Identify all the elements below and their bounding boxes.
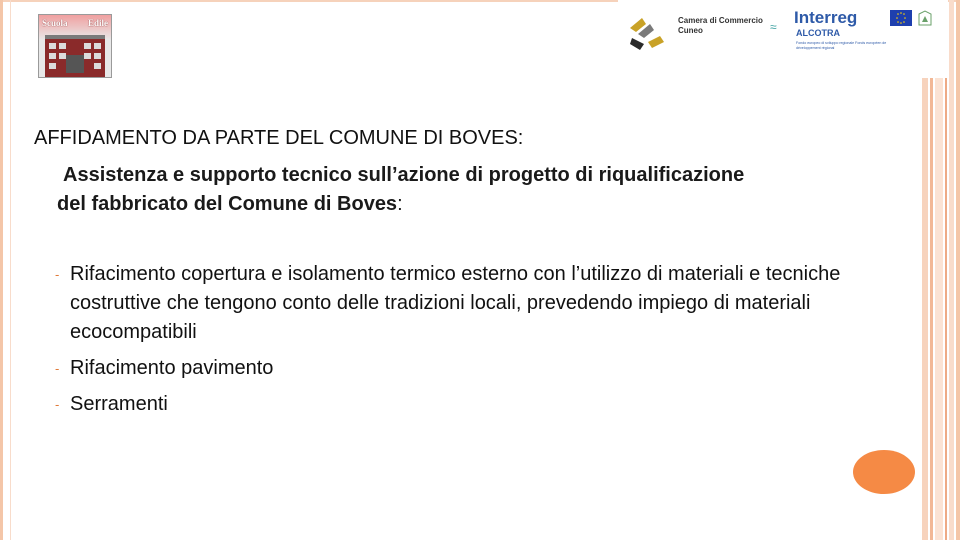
camera-commercio-mark-icon bbox=[628, 14, 670, 52]
slide-frame-left bbox=[0, 0, 3, 540]
interreg-program: ALCOTRA bbox=[796, 28, 840, 38]
list-item bbox=[55, 390, 895, 419]
bullet-text: Rifacimento copertura e isolamento termico esterno con l’utilizzo di materiali e tecniche costruttive che tengono conto delle tradizioni locali, prevedendo impiego di materiali ecocompatibili bbox=[70, 263, 841, 343]
bullet-dash: - bbox=[55, 267, 60, 282]
interreg-brand: Interreg bbox=[794, 8, 858, 27]
camera-di-commercio-logo bbox=[628, 14, 788, 52]
list-item bbox=[55, 260, 895, 347]
bullet-text: Serramenti bbox=[70, 393, 168, 415]
scuola-edile-logo bbox=[38, 14, 112, 78]
bullet-dash: - bbox=[55, 361, 60, 376]
slide-subheading: Assistenza e supporto tecnico sull’azione di progetto di riqualificazione del fabbricato del Comune di Boves: bbox=[57, 164, 745, 215]
interreg-fine-print: Fondo europeo di sviluppo regionale Fonds européen de développement régional bbox=[796, 41, 887, 50]
list-item bbox=[55, 354, 895, 383]
slide-heading: AFFIDAMENTO DA PARTE DEL COMUNE DI BOVES: bbox=[34, 127, 524, 149]
interreg-alcotra-logo bbox=[794, 8, 942, 64]
slide-frame-inner-line bbox=[10, 0, 11, 540]
region-emblem-icon bbox=[918, 10, 932, 26]
door-graphic bbox=[66, 55, 84, 73]
scuola-edile-logo-text: Scuola Edile bbox=[42, 18, 108, 28]
wave-icon: ≈ bbox=[770, 20, 777, 34]
camera-commercio-text: Camera di Commercio Cuneo bbox=[678, 16, 763, 35]
bullet-dash: - bbox=[55, 397, 60, 412]
decorative-orange-circle bbox=[853, 450, 915, 494]
bullet-text: Rifacimento pavimento bbox=[70, 357, 274, 379]
right-decorative-stripes bbox=[922, 0, 960, 540]
bullet-list bbox=[55, 260, 895, 426]
eu-flag-icon bbox=[890, 10, 912, 26]
